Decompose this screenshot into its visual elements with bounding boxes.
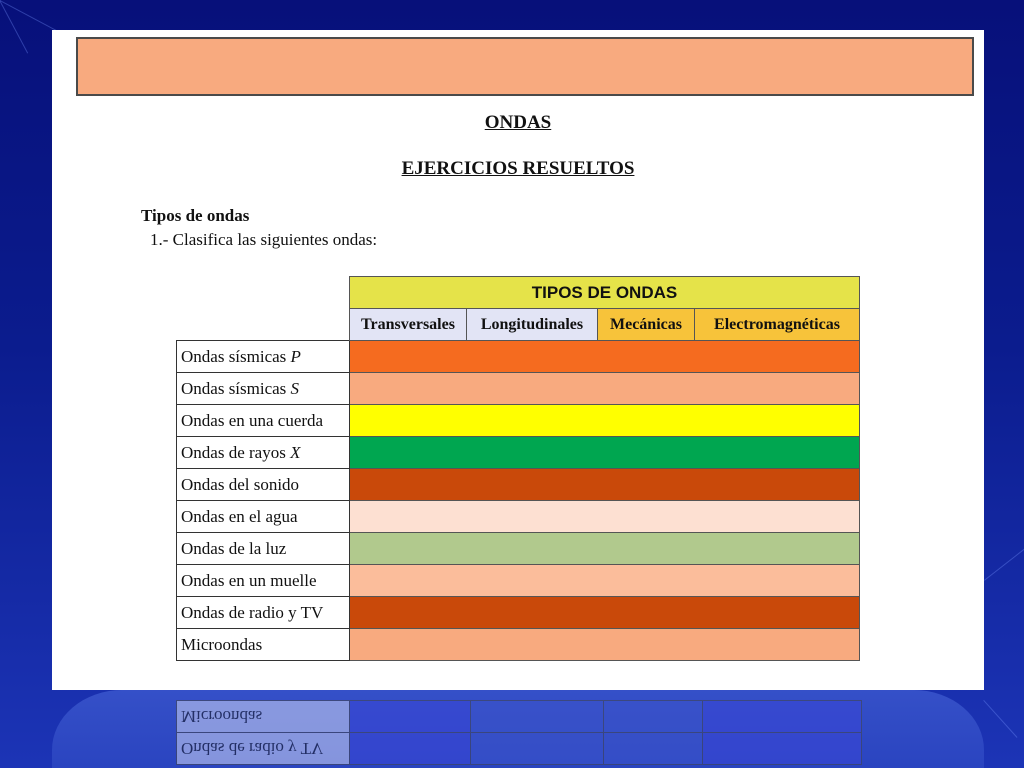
table-row: [177, 437, 860, 469]
row-label-variable: X: [290, 442, 301, 462]
row-label: [177, 405, 350, 437]
reflection-cell: [604, 701, 703, 733]
reflection-cell: [350, 701, 471, 733]
title-bar: [76, 37, 974, 96]
reflection-cell: [350, 733, 471, 765]
waves-table: [176, 276, 860, 661]
exercise-text: 1.- Clasifica las siguientes ondas:: [150, 230, 378, 249]
table-row: [177, 373, 860, 405]
table-row: [177, 501, 860, 533]
section-title: Tipos de ondas: [141, 206, 250, 225]
table-corner: [177, 277, 350, 309]
row-label: [177, 597, 350, 629]
reflection-cell: [703, 701, 862, 733]
row-label-text: Ondas de la luz: [181, 538, 287, 558]
column-header-transversales: Transversales: [350, 309, 467, 341]
main-heading: ONDAS: [484, 112, 552, 133]
table-row: [177, 405, 860, 437]
sub-heading: EJERCICIOS RESUELTOS: [401, 158, 635, 179]
row-color-bar[interactable]: [350, 469, 860, 501]
row-label-text: Ondas sísmicas: [181, 346, 291, 366]
row-label-variable: S: [290, 378, 300, 398]
row-label-text: Ondas en un muelle: [181, 570, 317, 590]
reflection-cell: [703, 733, 862, 765]
row-color-bar[interactable]: [350, 533, 860, 565]
row-label-text: Ondas del sonido: [181, 474, 300, 494]
reflection-cell: [604, 733, 703, 765]
row-color-bar[interactable]: [350, 501, 860, 533]
slide-page: [52, 30, 984, 690]
row-label-text: Ondas de rayos: [181, 442, 291, 462]
row-label: [177, 629, 350, 661]
table-row: [177, 565, 860, 597]
column-header-electromagneticas: Electromagnéticas: [695, 309, 860, 341]
reflection-cell: [471, 733, 604, 765]
table-row: [177, 533, 860, 565]
row-label-text: Ondas en una cuerda: [181, 410, 324, 430]
row-color-bar[interactable]: [350, 597, 860, 629]
table-row: [177, 597, 860, 629]
column-header-mecanicas: Mecánicas: [598, 309, 695, 341]
row-label: [177, 565, 350, 597]
row-color-bar[interactable]: [350, 437, 860, 469]
row-color-bar[interactable]: [350, 565, 860, 597]
row-color-bar[interactable]: [350, 373, 860, 405]
table-reflection: [176, 700, 866, 768]
table-row: [177, 341, 860, 373]
row-color-bar[interactable]: [350, 341, 860, 373]
row-label: [177, 437, 350, 469]
column-header-longitudinales: Longitudinales: [467, 309, 598, 341]
reflection-row-label: Microondas: [177, 701, 350, 733]
row-label: [177, 373, 350, 405]
row-label-variable: P: [290, 346, 301, 366]
row-color-bar[interactable]: [350, 405, 860, 437]
row-label-text: Ondas sísmicas: [181, 378, 291, 398]
row-color-bar[interactable]: [350, 629, 860, 661]
row-label: [177, 501, 350, 533]
row-label-text: Ondas en el agua: [181, 506, 298, 526]
row-label: [177, 469, 350, 501]
table-corner: [177, 309, 350, 341]
table-header: TIPOS DE ONDAS: [350, 277, 860, 309]
table-row: [177, 629, 860, 661]
table-row: [177, 469, 860, 501]
decor-line: [984, 543, 1024, 581]
table-body: [177, 341, 860, 661]
row-label-text: Ondas de radio y TV: [181, 602, 324, 622]
row-label: [177, 533, 350, 565]
row-label-text: Microondas: [181, 634, 263, 654]
decor-line: [983, 700, 1017, 738]
reflection-cell: [471, 701, 604, 733]
reflection-row-label: Ondas de radio y TV: [177, 733, 350, 765]
row-label: [177, 341, 350, 373]
